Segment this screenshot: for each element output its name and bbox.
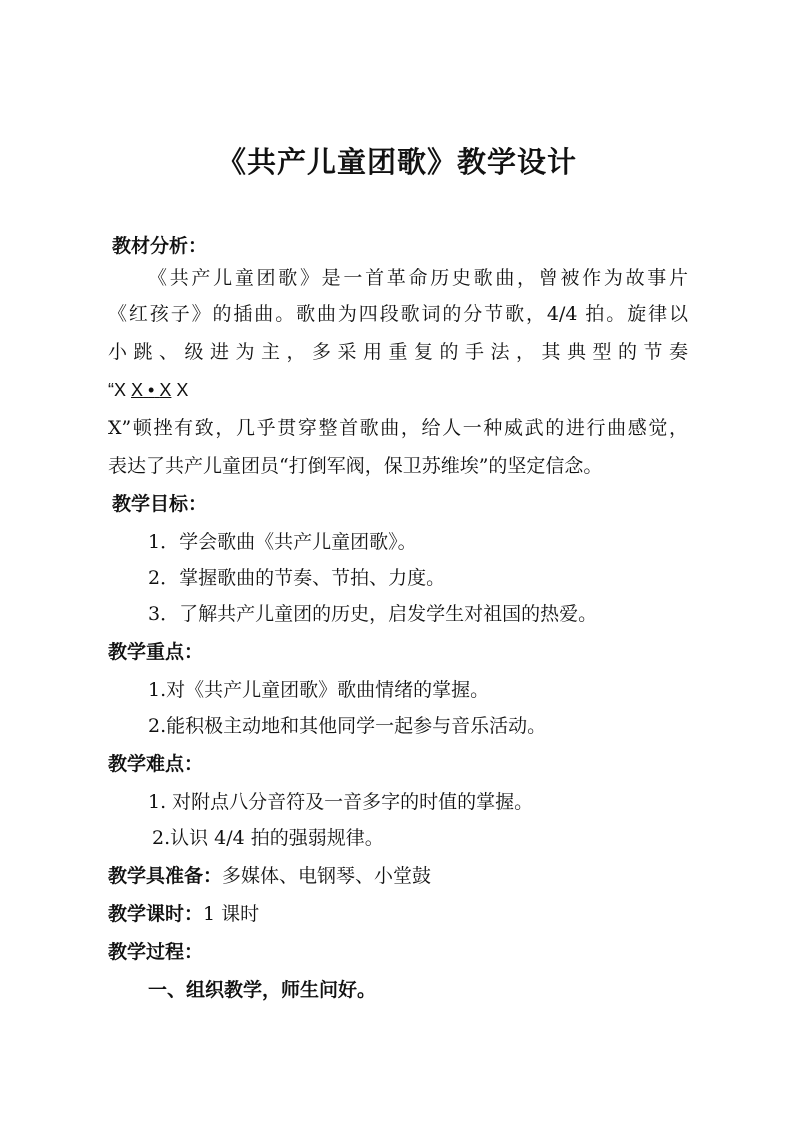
hours-line (108, 900, 688, 928)
process-step: 一、组织教学，师生问好。 (148, 979, 377, 1001)
goals-heading: 教学目标： (112, 493, 208, 515)
analysis-heading: 教材分析： (112, 235, 208, 257)
analysis-text-line: 小跳、级进为主，多采用重复的手法，其典型的节奏 (108, 341, 688, 363)
hours-value: 1 课时 (203, 903, 260, 925)
difficulty-item: 2.认识 4/4 拍的强弱规律。 (152, 827, 384, 849)
analysis-text-line: X”顿挫有致，几乎贯穿整首歌曲，给人一种威武的进行曲感觉， (108, 417, 688, 439)
key-points-heading: 教学重点： (108, 641, 204, 663)
goal-item: 1．学会歌曲《共产儿童团歌》。 (148, 531, 417, 553)
key-point-item: 1.对《共产儿童团歌》歌曲情绪的掌握。 (148, 679, 490, 701)
goal-item: 2．掌握歌曲的节奏、节拍、力度。 (148, 567, 446, 589)
hours-label: 教学课时： (108, 903, 204, 925)
prep-line (108, 862, 688, 890)
difficulty-item: 1. 对附点八分音符及一音多字的时值的掌握。 (148, 791, 534, 813)
process-heading: 教学过程： (108, 941, 204, 963)
prep-label: 教学具准备： (108, 865, 223, 887)
analysis-text-line: 《共产儿童团歌》是一首革命历史歌曲，曾被作为故事片 (148, 267, 688, 289)
key-point-item: 2.能积极主动地和其他同学一起参与音乐活动。 (148, 715, 547, 737)
rhythm-notation (108, 376, 688, 404)
analysis-text-line: 《红孩子》的插曲。歌曲为四段歌词的分节歌，4/4 拍。旋律以 (108, 303, 688, 325)
rhythm-underlined-note: X • X (131, 380, 172, 400)
goal-item: 3．了解共产儿童团的历史，启发学生对祖国的热爱。 (148, 603, 598, 625)
prep-value: 多媒体、电钢琴、小堂鼓 (222, 865, 432, 887)
rhythm-open: “X (108, 380, 126, 400)
difficulties-heading: 教学难点： (108, 753, 204, 775)
analysis-text-line: 表达了共产儿童团员“打倒军阀，保卫苏维埃”的坚定信念。 (108, 455, 603, 477)
page-title: 《共产儿童团歌》教学设计 (216, 145, 577, 179)
rhythm-end: X (176, 380, 189, 400)
